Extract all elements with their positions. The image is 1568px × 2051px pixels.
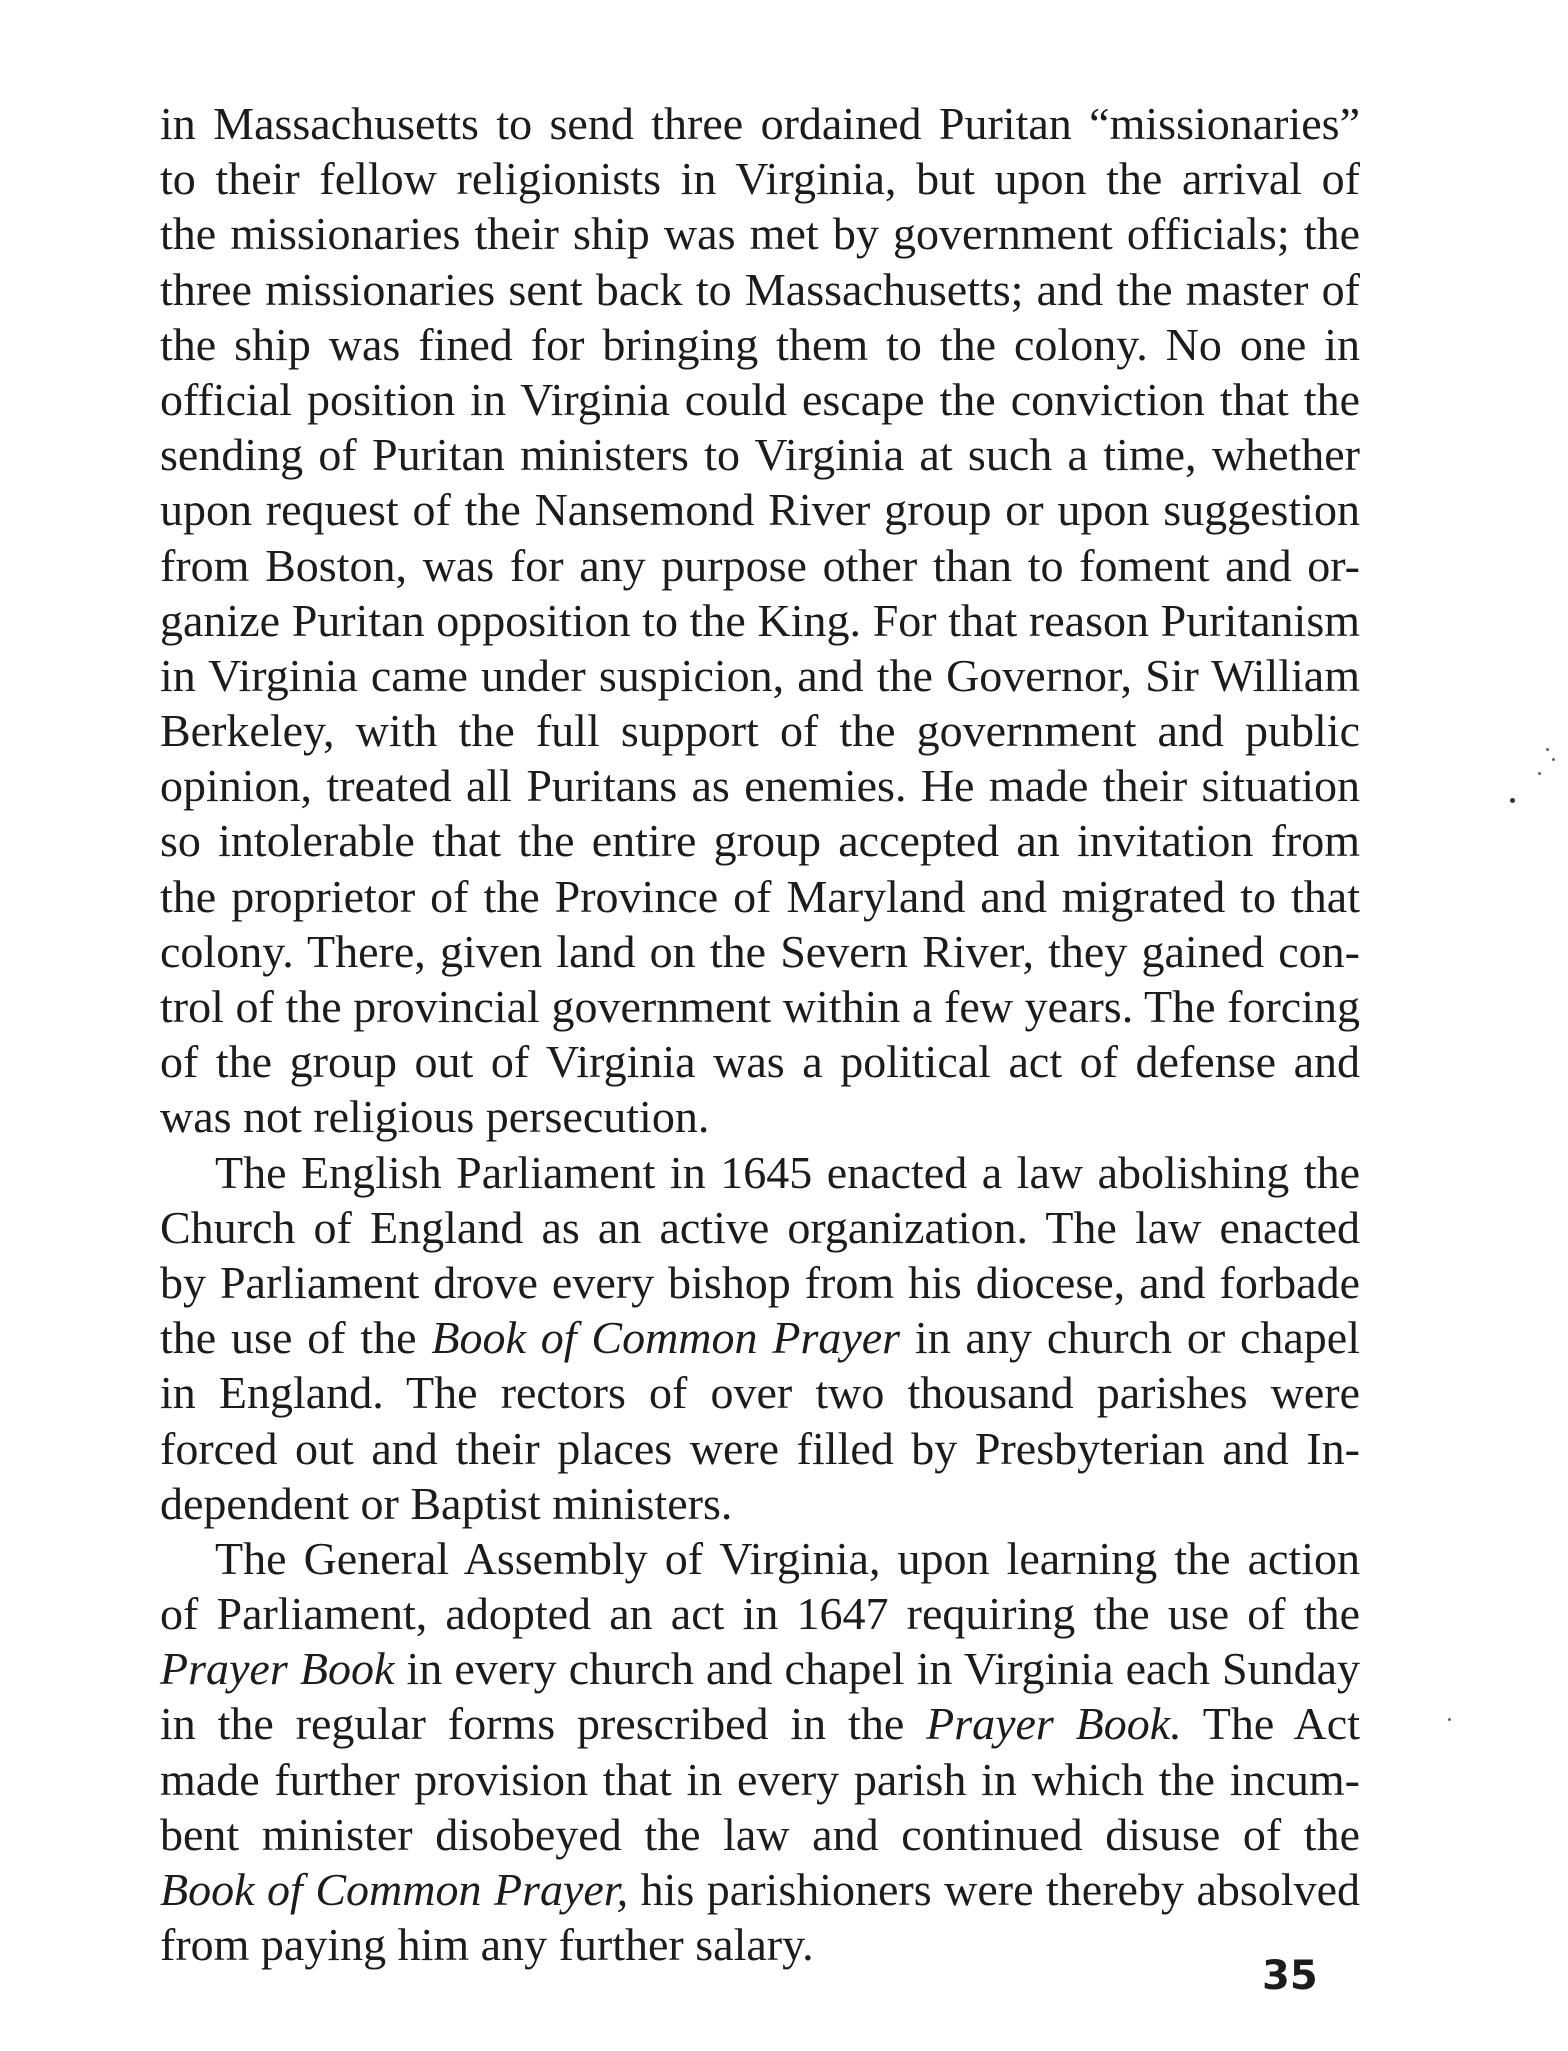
text-line: the ship was fined for bringing them to the colony. No one in bbox=[160, 318, 1360, 370]
body-text bbox=[160, 96, 1360, 1972]
text-line bbox=[160, 1310, 1360, 1365]
text-run: The Act bbox=[1181, 1698, 1360, 1750]
italic-title: Prayer Book. bbox=[926, 1698, 1182, 1750]
page-number: 35 bbox=[1262, 1953, 1318, 1999]
text-line: three missionaries sent back to Massachusetts; and the master of bbox=[160, 263, 1360, 315]
scan-speck bbox=[1538, 772, 1541, 775]
italic-title: Prayer Book bbox=[160, 1643, 395, 1695]
text-line: Church of England as an active organization. The law enacted bbox=[160, 1201, 1360, 1253]
scan-speck bbox=[1546, 748, 1549, 751]
text-line: made further provision that in every parish in which the incum- bbox=[160, 1753, 1360, 1805]
text-line bbox=[160, 1696, 1360, 1751]
scan-speck bbox=[1448, 1718, 1451, 1721]
text-line: opinion, treated all Puritans as enemies. He made their situation bbox=[160, 760, 1360, 812]
text-line: in Massachusetts to send three ordained Puritan “missionaries” bbox=[160, 98, 1360, 149]
text-line: from paying him any further salary. bbox=[160, 1919, 814, 1971]
paragraph bbox=[160, 1145, 1360, 1531]
text-line: dependent or Baptist ministers. bbox=[160, 1477, 733, 1529]
italic-title: Book of Common Prayer bbox=[431, 1312, 901, 1364]
text-line: The General Assembly of Virginia, upon learning the action bbox=[215, 1532, 1360, 1584]
text-line: in Virginia came under suspicion, and the Governor, Sir William bbox=[160, 649, 1360, 701]
text-line: was not religious persecution. bbox=[160, 1091, 710, 1143]
text-run: in the regular forms prescribed in the bbox=[160, 1698, 927, 1750]
text-run: in any church or chapel bbox=[900, 1312, 1361, 1364]
text-run: in every church and chapel in Virginia each Sunday bbox=[394, 1643, 1360, 1695]
text-line: trol of the provincial government within a few years. The forcing bbox=[160, 981, 1360, 1032]
text-line: upon request of the Nansemond River group or upon suggestion bbox=[160, 484, 1360, 536]
text-line: to their fellow religionists in Virginia, but upon the arrival of bbox=[160, 153, 1360, 205]
text-line: so intolerable that the entire group accepted an invitation from bbox=[160, 815, 1360, 867]
italic-title: Book of Common Prayer, bbox=[160, 1864, 629, 1915]
text-line: the missionaries their ship was met by government officials; the bbox=[160, 208, 1360, 260]
text-line bbox=[160, 1862, 1360, 1917]
text-line: Berkeley, with the full support of the government and public bbox=[160, 705, 1360, 757]
paragraph bbox=[160, 96, 1360, 1145]
text-line: from Boston, was for any purpose other than to foment and or- bbox=[160, 539, 1360, 591]
scan-speck bbox=[1510, 798, 1515, 803]
text-line: by Parliament drove every bishop from his diocese, and forbade bbox=[160, 1256, 1360, 1308]
text-run: the use of the bbox=[160, 1312, 432, 1364]
text-line: of the group out of Virginia was a political act of defense and bbox=[160, 1036, 1360, 1088]
text-line: colony. There, given land on the Severn River, they gained con- bbox=[160, 925, 1360, 977]
scan-speck bbox=[1552, 758, 1555, 761]
paragraph bbox=[160, 1531, 1360, 1973]
text-line: forced out and their places were filled by Presbyterian and In- bbox=[160, 1422, 1360, 1474]
text-line: The English Parliament in 1645 enacted a law abolishing the bbox=[215, 1146, 1360, 1198]
text-line: ganize Puritan opposition to the King. For that reason Puritanism bbox=[160, 594, 1360, 646]
text-line bbox=[160, 1641, 1360, 1696]
text-line: official position in Virginia could escape the conviction that the bbox=[160, 373, 1360, 425]
text-line: bent minister disobeyed the law and continued disuse of the bbox=[160, 1808, 1360, 1860]
text-line: of Parliament, adopted an act in 1647 requiring the use of the bbox=[160, 1588, 1360, 1640]
text-line: the proprietor of the Province of Maryland and migrated to that bbox=[160, 870, 1360, 922]
text-run: his parishioners were thereby absolved bbox=[628, 1864, 1360, 1915]
text-line: sending of Puritan ministers to Virginia at such a time, whether bbox=[160, 429, 1360, 481]
text-line: in England. The rectors of over two thousand parishes were bbox=[160, 1367, 1360, 1419]
